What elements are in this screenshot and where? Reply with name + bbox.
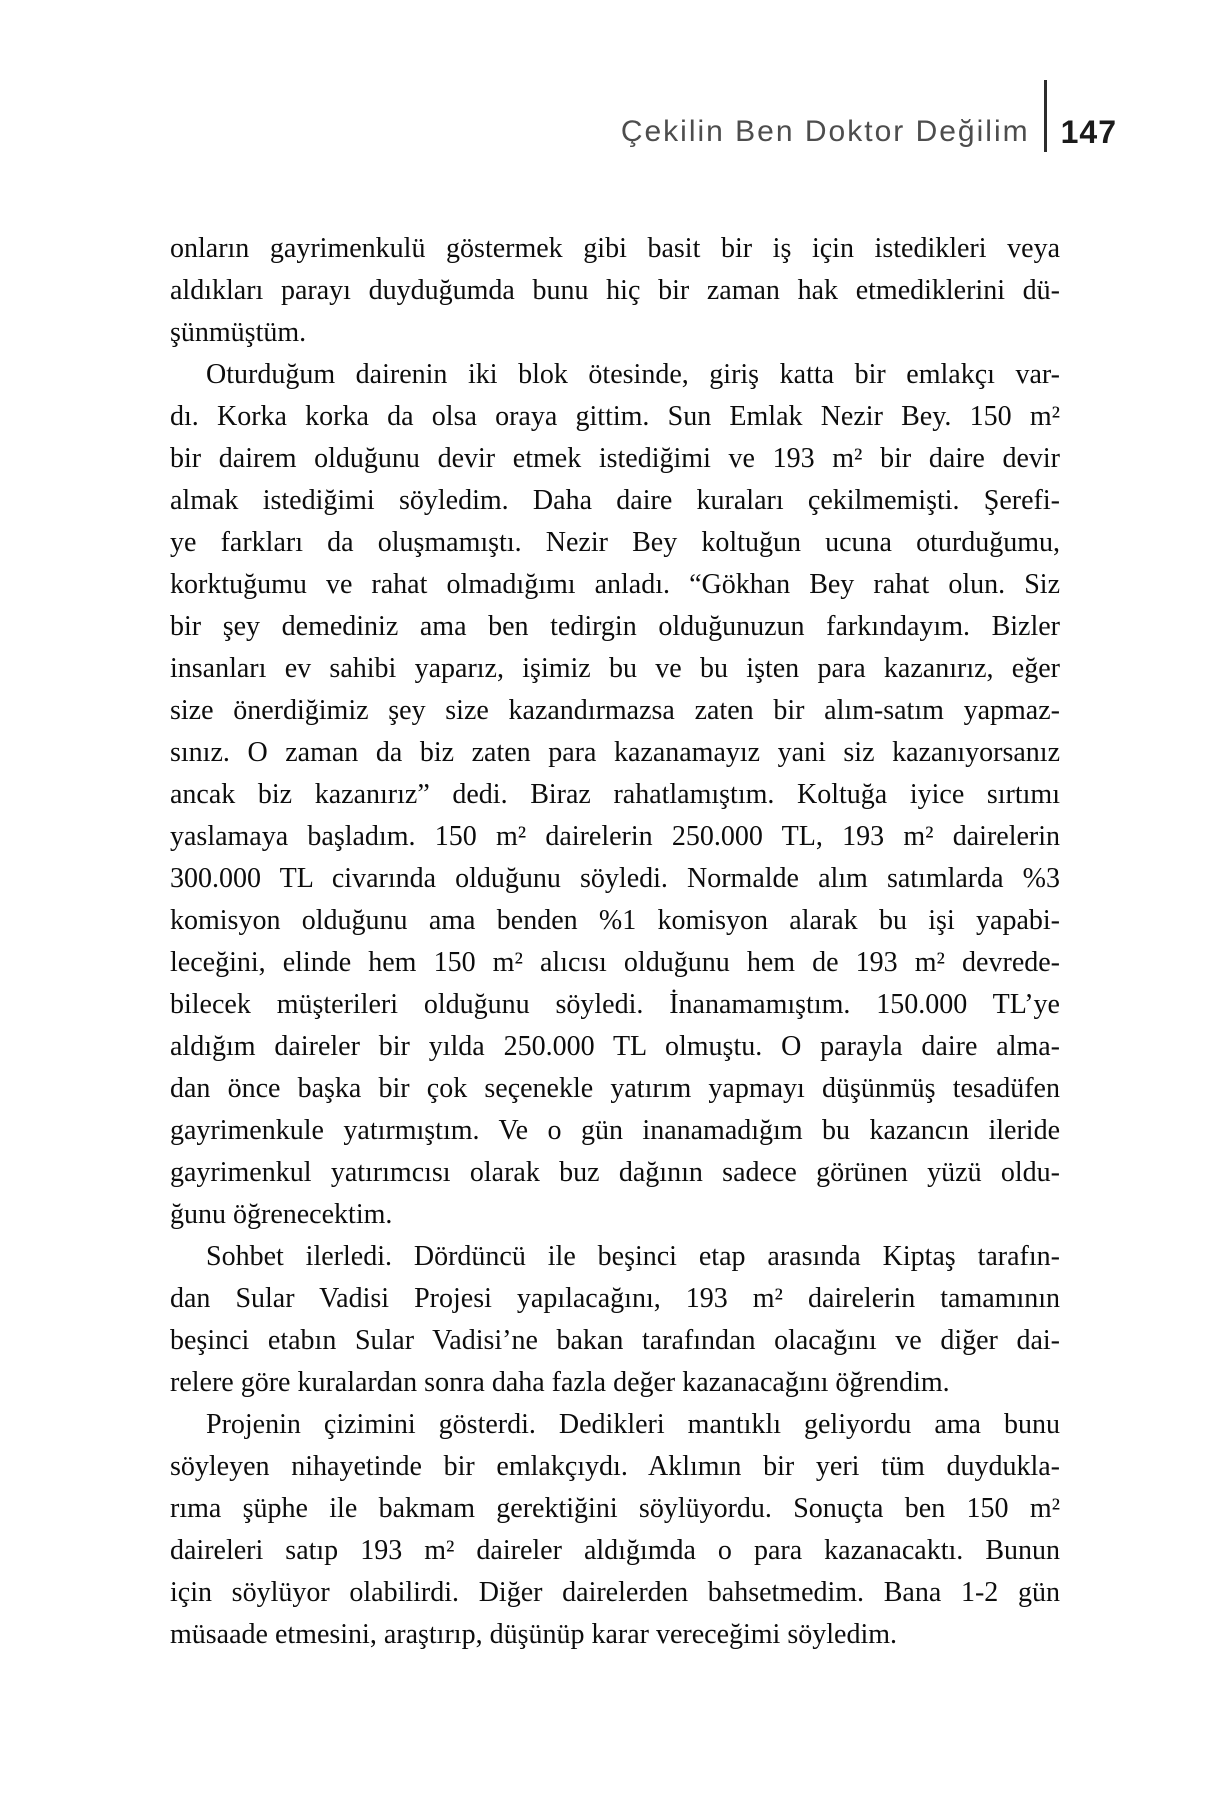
text-line: bir dairem olduğunu devir etmek istediğimi ve 193 m² bir daire devir [170, 443, 1060, 474]
text-line: sınız. O zaman da biz zaten para kazanamayız yani siz kazanıyorsanız [170, 737, 1060, 768]
text-line: ancak biz kazanırız” dedi. Biraz rahatlamıştım. Koltuğa iyice sırtımı [170, 779, 1060, 810]
text-line: korktuğumu ve rahat olmadığımı anladı. “Gökhan Bey rahat olun. Siz [170, 569, 1060, 600]
text-line: müsaade etmesini, araştırıp, düşünüp karar vereceğimi söyledim. [170, 1619, 898, 1650]
text-line: aldığım daireler bir yılda 250.000 TL olmuştu. O parayla daire alma- [170, 1031, 1060, 1062]
text-line: dan Sular Vadisi Projesi yapılacağını, 193 m² dairelerin tamamının [170, 1283, 1060, 1314]
text-line: gayrimenkul yatırımcısı olarak buz dağının sadece görünen yüzü oldu- [170, 1157, 1060, 1188]
text-line: ye farkları da oluşmamıştı. Nezir Bey koltuğun ucuna oturduğumu, [170, 527, 1060, 558]
text-line: Projenin çizimini gösterdi. Dedikleri mantıklı geliyordu ama bunu [206, 1409, 1060, 1440]
text-line: leceğini, elinde hem 150 m² alıcısı olduğunu hem de 193 m² devrede- [170, 947, 1060, 978]
text-line: dı. Korka korka da olsa oraya gittim. Sun Emlak Nezir Bey. 150 m² [170, 401, 1060, 432]
text-line: Oturduğum dairenin iki blok ötesinde, giriş katta bir emlakçı var- [206, 359, 1060, 390]
text-line: almak istediğimi söyledim. Daha daire kuraları çekilmemişti. Şerefi- [170, 485, 1060, 516]
text-line: rıma şüphe ile bakmam gerektiğini söylüyordu. Sonuçta ben 150 m² [170, 1493, 1060, 1524]
text-line: daireleri satıp 193 m² daireler aldığımda o para kazanacaktı. Bunun [170, 1535, 1060, 1566]
text-line: yaslamaya başladım. 150 m² dairelerin 250.000 TL, 193 m² dairelerin [170, 821, 1060, 852]
paragraph [170, 1236, 1060, 1404]
page-number: 147 [1060, 114, 1117, 150]
text-line: ğunu öğrenecektim. [170, 1199, 393, 1230]
body-text [170, 228, 1060, 1656]
paragraph [170, 354, 1060, 1236]
text-line: 300.000 TL civarında olduğunu söyledi. Normalde alım satımlarda %3 [170, 863, 1060, 894]
text-line: bilecek müşterileri olduğunu söyledi. İnanamamıştım. 150.000 TL’ye [170, 989, 1060, 1020]
text-line: size önerdiğimiz şey size kazandırmazsa zaten bir alım-satım yapmaz- [170, 695, 1060, 726]
text-line: dan önce başka bir çok seçenekle yatırım yapmayı düşünmüş tesadüfen [170, 1073, 1060, 1104]
text-line: gayrimenkule yatırmıştım. Ve o gün inanamadığım bu kazancın ileride [170, 1115, 1060, 1146]
text-line: şünmüştüm. [170, 317, 307, 348]
text-line: söyleyen nihayetinde bir emlakçıydı. Aklımın bir yeri tüm duydukla- [170, 1451, 1060, 1482]
text-line: bir şey demediniz ama ben tedirgin olduğunuzun farkındayım. Bizler [170, 611, 1060, 642]
text-line: beşinci etabın Sular Vadisi’ne bakan tarafından olacağını ve diğer dai- [170, 1325, 1060, 1356]
text-line: aldıkları parayı duyduğumda bunu hiç bir zaman hak etmediklerini dü- [170, 275, 1060, 306]
text-line: Sohbet ilerledi. Dördüncü ile beşinci etap arasında Kiptaş tarafın- [206, 1241, 1060, 1272]
paragraph [170, 228, 1060, 354]
text-line: onların gayrimenkulü göstermek gibi basit bir iş için istedikleri veya [170, 233, 1060, 264]
text-line: için söylüyor olabilirdi. Diğer dairelerden bahsetmedim. Bana 1-2 gün [170, 1577, 1060, 1608]
text-line: relere göre kuralardan sonra daha fazla değer kazanacağını öğrendim. [170, 1367, 950, 1398]
text-line: insanları ev sahibi yaparız, işimiz bu ve bu işten para kazanırız, eğer [170, 653, 1060, 684]
header-divider [1044, 80, 1047, 152]
text-line: komisyon olduğunu ama benden %1 komisyon alarak bu işi yapabi- [170, 905, 1060, 936]
chapter-title: Çekilin Ben Doktor Değilim [620, 115, 1030, 148]
paragraph [170, 1404, 1060, 1656]
page-header [621, 80, 1117, 152]
